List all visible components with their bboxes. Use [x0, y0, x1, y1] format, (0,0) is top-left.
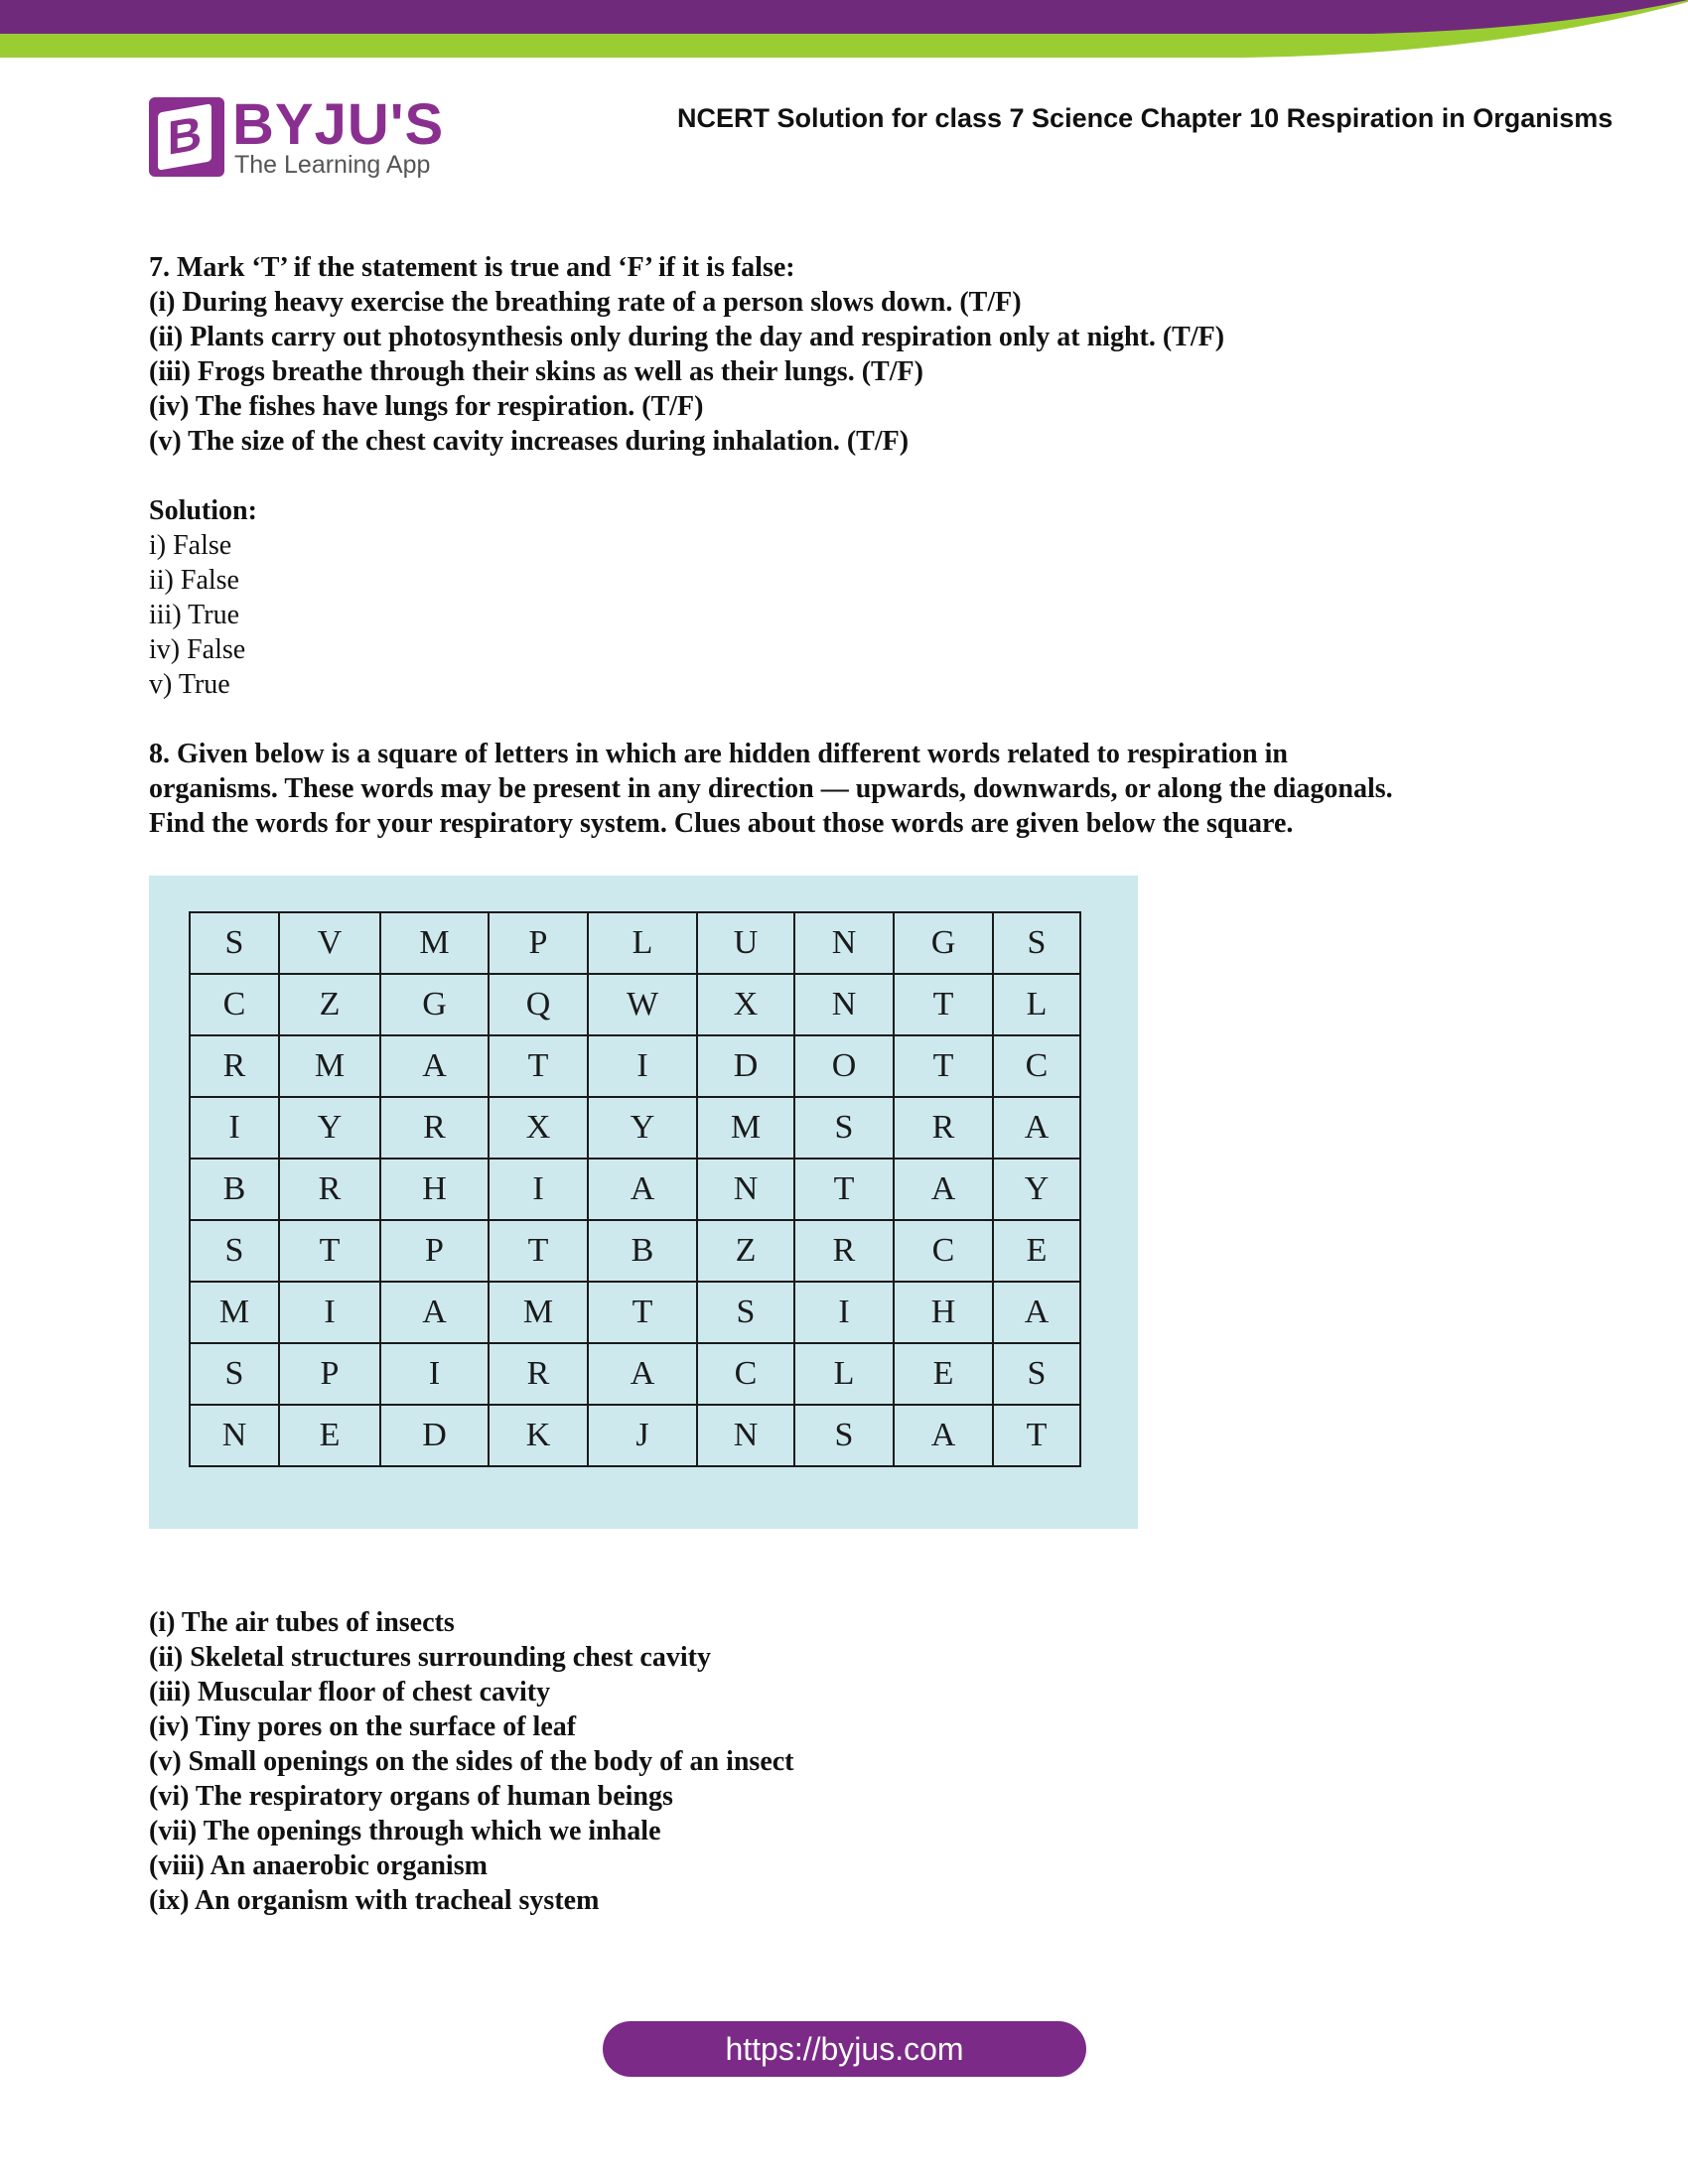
solution-answer: iv) False — [149, 634, 246, 665]
grid-cell: M — [279, 1035, 380, 1097]
grid-cell: Y — [588, 1097, 697, 1159]
grid-cell: T — [489, 1220, 588, 1282]
grid-row — [190, 1159, 1080, 1220]
clue-item: (vii) The openings through which we inhale — [149, 1816, 661, 1846]
question-8-line: Find the words for your respiratory system. Clues about those words are given below the square. — [149, 808, 1294, 839]
clue-item: (iv) Tiny pores on the surface of leaf — [149, 1711, 577, 1742]
grid-cell: I — [380, 1343, 489, 1405]
grid-cell: R — [380, 1097, 489, 1159]
footer-url-link[interactable]: https://byjus.com — [603, 2021, 1086, 2077]
question-7-item: (ii) Plants carry out photosynthesis only during the day and respiration only at night. (T/F) — [149, 322, 1225, 352]
clue-item: (viii) An anaerobic organism — [149, 1850, 488, 1881]
grid-cell: T — [489, 1035, 588, 1097]
question-7-item: (v) The size of the chest cavity increases during inhalation. (T/F) — [149, 426, 910, 457]
grid-cell: M — [489, 1282, 588, 1343]
grid-cell: S — [190, 912, 279, 974]
grid-cell: S — [794, 1405, 894, 1466]
grid-cell: D — [697, 1035, 794, 1097]
grid-cell: S — [993, 1343, 1080, 1405]
grid-cell: X — [697, 974, 794, 1035]
grid-cell: T — [794, 1159, 894, 1220]
grid-cell: X — [489, 1097, 588, 1159]
grid-cell: M — [697, 1097, 794, 1159]
grid-cell: I — [279, 1282, 380, 1343]
grid-cell: S — [993, 912, 1080, 974]
grid-cell: I — [794, 1282, 894, 1343]
grid-cell: N — [794, 912, 894, 974]
clue-item: (iii) Muscular floor of chest cavity — [149, 1677, 551, 1707]
grid-cell: Z — [697, 1220, 794, 1282]
clue-item: (ii) Skeletal structures surrounding chest cavity — [149, 1642, 711, 1673]
grid-row — [190, 912, 1080, 974]
question-8-line: 8. Given below is a square of letters in which are hidden different words related to respiration in — [149, 739, 1288, 769]
grid-cell: Y — [279, 1097, 380, 1159]
grid-row — [190, 1035, 1080, 1097]
grid-cell: M — [190, 1282, 279, 1343]
grid-row — [190, 974, 1080, 1035]
grid-cell: G — [894, 912, 993, 974]
grid-cell: D — [380, 1405, 489, 1466]
grid-cell: A — [588, 1159, 697, 1220]
grid-cell: I — [489, 1159, 588, 1220]
grid-cell: L — [794, 1343, 894, 1405]
grid-cell: N — [697, 1159, 794, 1220]
grid-cell: R — [894, 1097, 993, 1159]
grid-cell: N — [190, 1405, 279, 1466]
grid-cell: K — [489, 1405, 588, 1466]
brand-tagline: The Learning App — [234, 151, 431, 179]
grid-cell: O — [794, 1035, 894, 1097]
grid-cell: P — [380, 1220, 489, 1282]
solution-heading: Solution: — [149, 495, 257, 526]
grid-cell: L — [993, 974, 1080, 1035]
grid-cell: S — [794, 1097, 894, 1159]
grid-cell: A — [993, 1282, 1080, 1343]
solution-answer: i) False — [149, 530, 232, 561]
top-decorative-bar — [0, 0, 1688, 60]
grid-cell: A — [588, 1343, 697, 1405]
byjus-logo[interactable] — [149, 92, 447, 185]
question-7-item: (i) During heavy exercise the breathing rate of a person slows down. (T/F) — [149, 287, 1022, 318]
grid-cell: C — [190, 974, 279, 1035]
grid-cell: I — [190, 1097, 279, 1159]
clue-item: (i) The air tubes of insects — [149, 1607, 455, 1638]
grid-cell: S — [190, 1343, 279, 1405]
grid-cell: T — [588, 1282, 697, 1343]
clues-list — [149, 1605, 794, 1918]
grid-row — [190, 1343, 1080, 1405]
grid-cell: A — [380, 1035, 489, 1097]
grid-row — [190, 1282, 1080, 1343]
grid-cell: A — [380, 1282, 489, 1343]
grid-cell: N — [697, 1405, 794, 1466]
grid-cell: B — [588, 1220, 697, 1282]
grid-cell: T — [894, 1035, 993, 1097]
question-7-item: (iv) The fishes have lungs for respiration. (T/F) — [149, 391, 704, 422]
grid-cell: B — [190, 1159, 279, 1220]
solution-answer: v) True — [149, 669, 230, 700]
grid-cell: S — [190, 1220, 279, 1282]
grid-cell: P — [279, 1343, 380, 1405]
grid-cell: R — [279, 1159, 380, 1220]
grid-cell: R — [190, 1035, 279, 1097]
grid-cell: T — [894, 974, 993, 1035]
grid-cell: H — [380, 1159, 489, 1220]
grid-cell: R — [489, 1343, 588, 1405]
question-7 — [149, 250, 1224, 459]
grid-cell: E — [993, 1220, 1080, 1282]
grid-row — [190, 1097, 1080, 1159]
grid-cell: U — [697, 912, 794, 974]
grid-row — [190, 1220, 1080, 1282]
grid-cell: A — [993, 1097, 1080, 1159]
grid-cell: C — [894, 1220, 993, 1282]
question-7-heading: 7. Mark ‘T’ if the statement is true and ‘F’ if it is false: — [149, 252, 795, 283]
clue-item: (vi) The respiratory organs of human beings — [149, 1781, 673, 1812]
grid-cell: H — [894, 1282, 993, 1343]
grid-cell: C — [697, 1343, 794, 1405]
grid-cell: Q — [489, 974, 588, 1035]
grid-cell: Z — [279, 974, 380, 1035]
word-search-grid — [189, 911, 1081, 1467]
word-search-panel — [149, 876, 1138, 1529]
grid-cell: E — [279, 1405, 380, 1466]
question-8 — [149, 737, 1393, 841]
brand-name: BYJU'S — [232, 92, 445, 157]
solution-7 — [149, 493, 257, 702]
solution-answer: iii) True — [149, 600, 240, 630]
grid-cell: P — [489, 912, 588, 974]
grid-cell: V — [279, 912, 380, 974]
grid-cell: I — [588, 1035, 697, 1097]
clue-item: (ix) An organism with tracheal system — [149, 1885, 600, 1916]
grid-cell: L — [588, 912, 697, 974]
grid-cell: G — [380, 974, 489, 1035]
grid-cell: R — [794, 1220, 894, 1282]
grid-cell: A — [894, 1159, 993, 1220]
question-7-item: (iii) Frogs breathe through their skins as well as their lungs. (T/F) — [149, 356, 923, 387]
grid-row — [190, 1405, 1080, 1466]
grid-cell: M — [380, 912, 489, 974]
grid-cell: W — [588, 974, 697, 1035]
clue-item: (v) Small openings on the sides of the body of an insect — [149, 1746, 794, 1777]
grid-cell: E — [894, 1343, 993, 1405]
solution-answer: ii) False — [149, 565, 239, 596]
grid-cell: A — [894, 1405, 993, 1466]
grid-cell: S — [697, 1282, 794, 1343]
grid-cell: N — [794, 974, 894, 1035]
question-8-line: organisms. These words may be present in any direction — upwards, downwards, or along the diagonals. — [149, 773, 1393, 804]
grid-cell: T — [993, 1405, 1080, 1466]
grid-cell: C — [993, 1035, 1080, 1097]
grid-cell: J — [588, 1405, 697, 1466]
grid-cell: T — [279, 1220, 380, 1282]
byjus-logo-icon: B — [149, 97, 224, 177]
grid-cell: Y — [993, 1159, 1080, 1220]
page-title: NCERT Solution for class 7 Science Chapter 10 Respiration in Organisms — [677, 103, 1614, 133]
